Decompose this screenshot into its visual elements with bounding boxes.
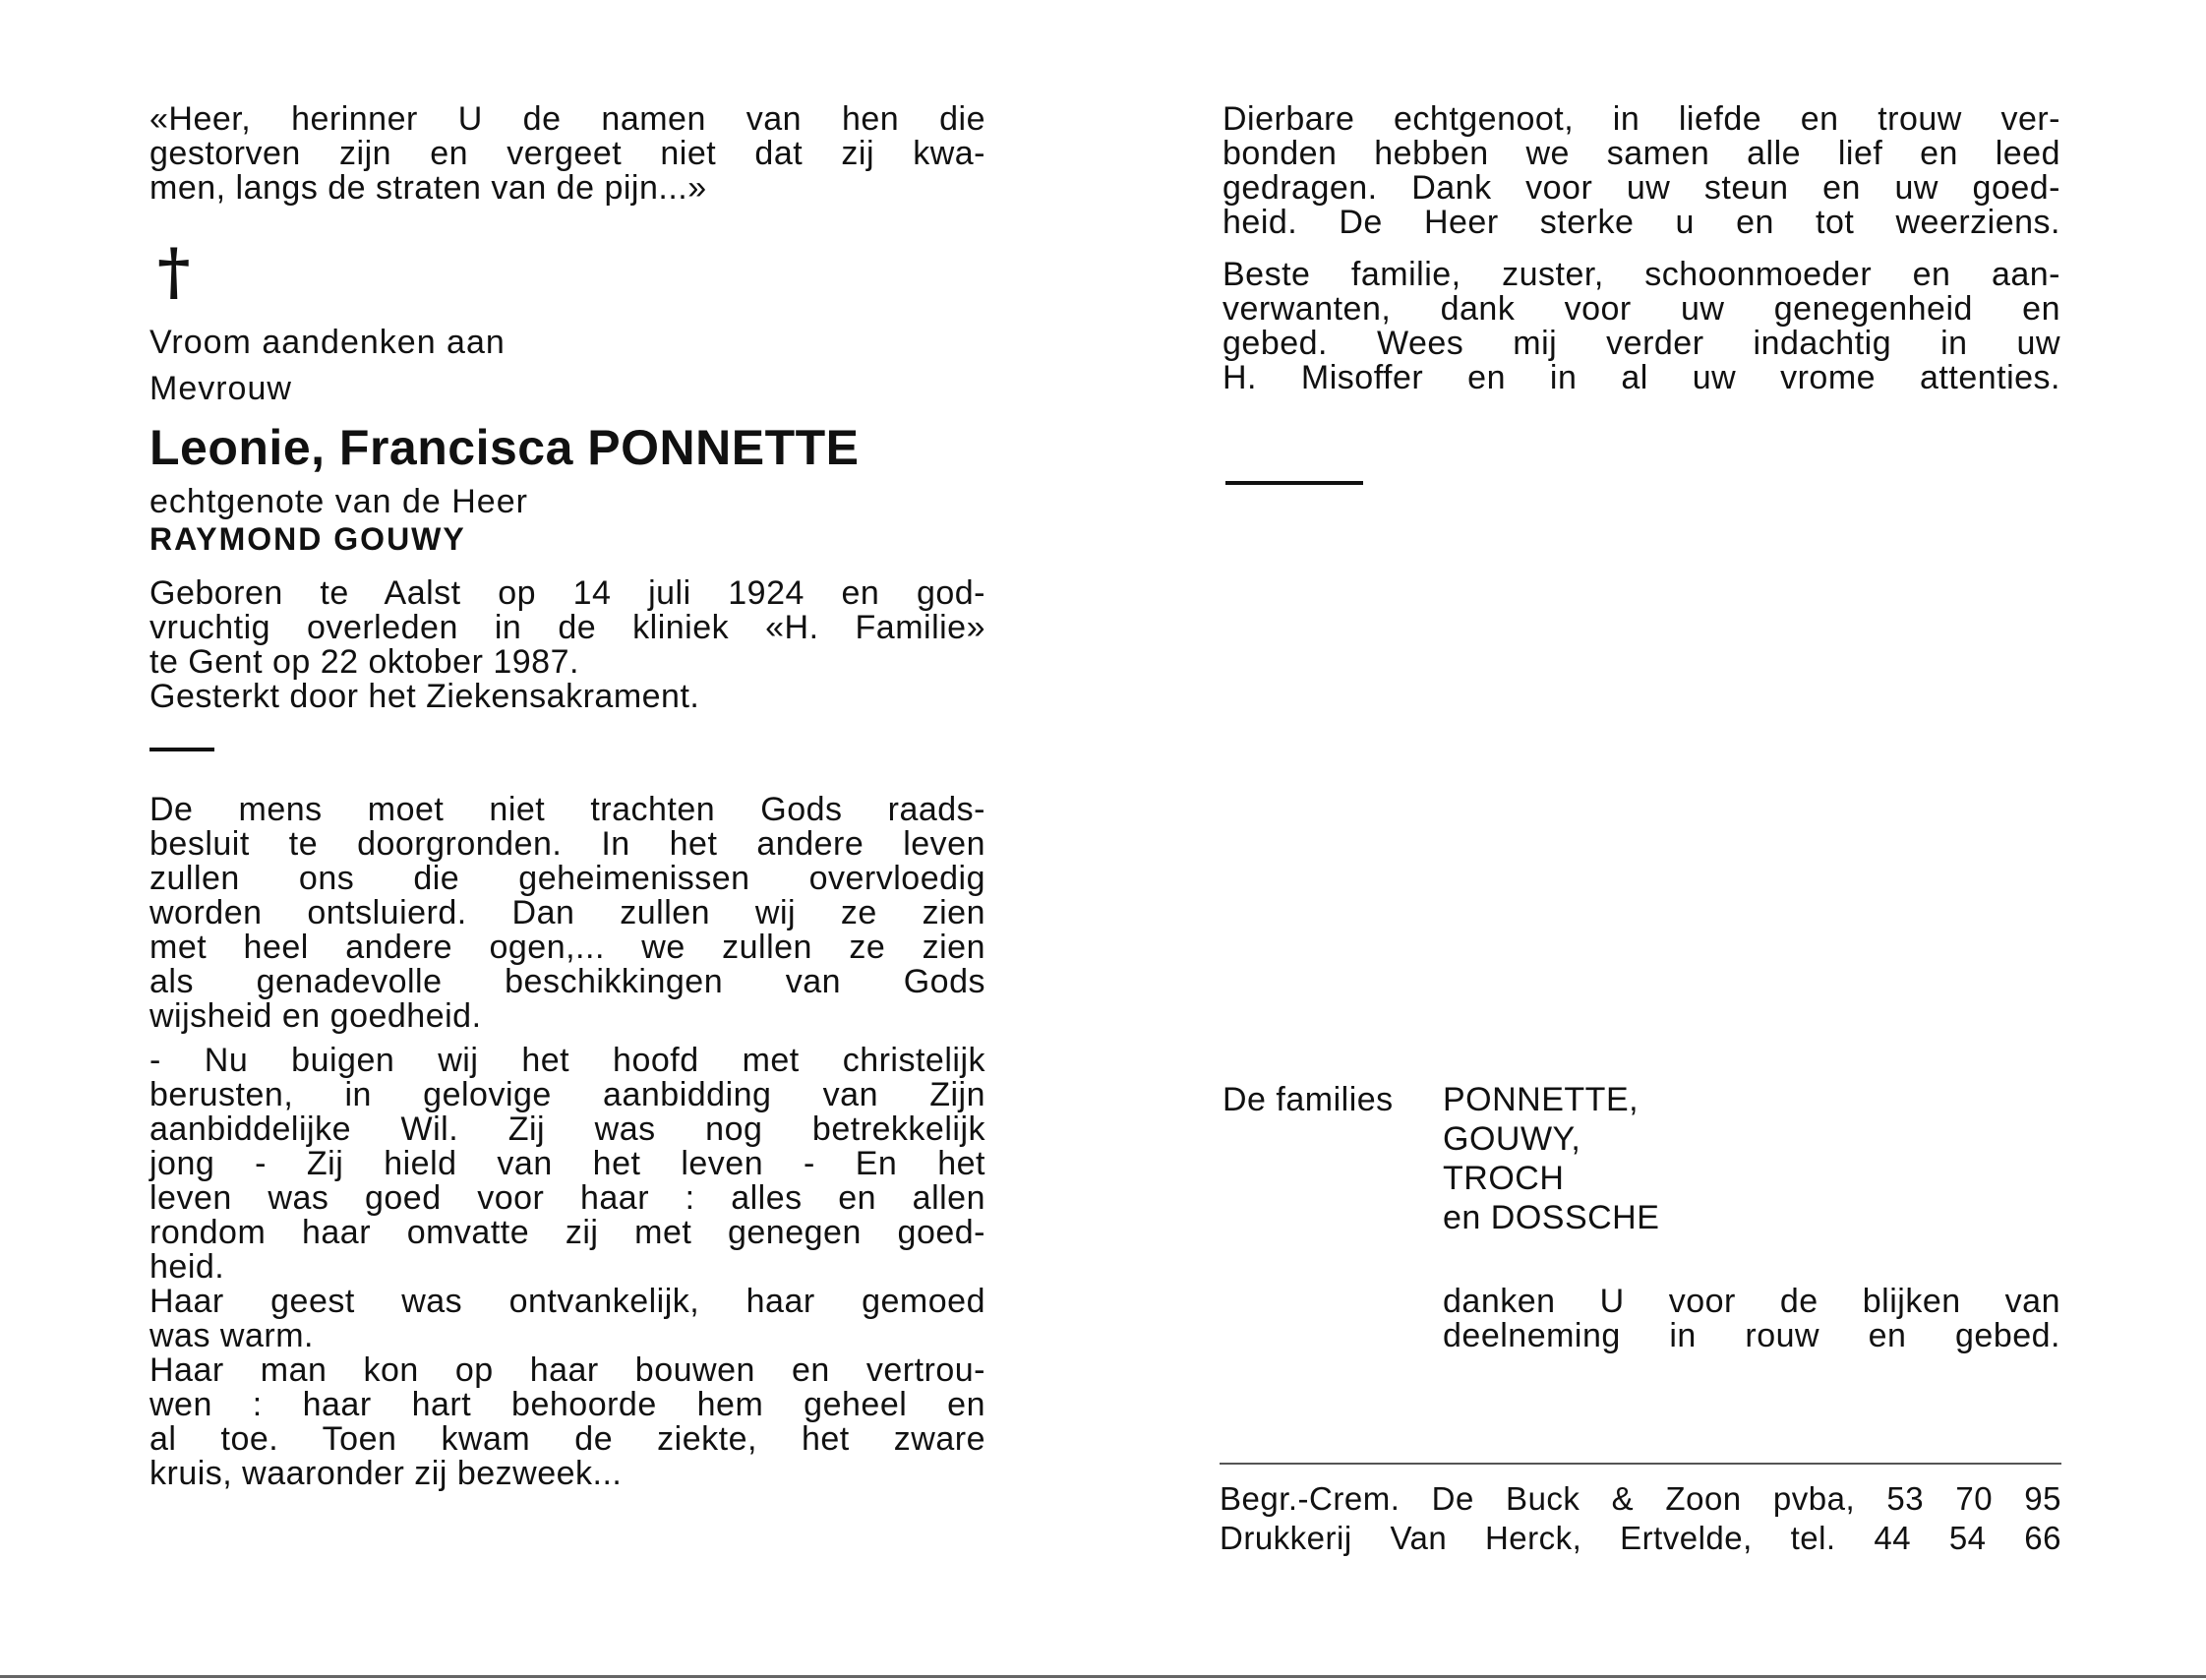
bottom-edge-line (0, 1675, 2206, 1678)
life-line: Gesterkt door het Ziekensakrament. (149, 678, 700, 715)
tribute-line: - Nu buigen wij het hoofd met christelijk (149, 1042, 985, 1079)
thanks-line: deelneming in rouw en gebed. (1443, 1317, 2060, 1354)
families-row (1222, 1198, 2060, 1237)
memorial-intro: Vroom aandenken aan (149, 324, 506, 361)
tribute-line: heid. (149, 1248, 225, 1286)
spouse-message-line: bonden hebben we samen alle lief en leed (1222, 135, 2060, 172)
tribute-line: jong - Zij hield van het leven - En het (149, 1145, 985, 1182)
tribute-line: berusten, in gelovige aanbidding van Zijn (149, 1076, 985, 1113)
spouse-message-line: gedragen. Dank voor uw steun en uw goed- (1222, 169, 2060, 207)
family-name: PONNETTE, (1443, 1081, 1640, 1118)
left-column (149, 102, 985, 1491)
family-message-line: verwanten, dank voor uw genegenheid en (1222, 290, 2060, 328)
thanks-line: danken U voor de blijken van (1443, 1283, 2060, 1320)
honorific: Mevrouw (149, 370, 292, 407)
tribute-line: was warm. (149, 1317, 314, 1354)
separator-rule (1225, 481, 1363, 485)
tribute-line: Haar geest was ontvankelijk, haar gemoed (149, 1283, 985, 1320)
families-label: De families (1222, 1081, 1394, 1118)
tribute-paragraph (149, 1044, 985, 1491)
printer-line: Begr.-Crem. De Buck & Zoon pvba, 53 70 95 (1220, 1480, 2061, 1517)
spouse-intro: echtgenote van de Heer (149, 483, 528, 520)
tribute-line: rondom haar omvatte zij met genegen goed- (149, 1214, 985, 1251)
life-details (149, 576, 985, 714)
tribute-line: Haar man kon op haar bouwen en vertrou- (149, 1351, 985, 1389)
quote-line: men, langs de straten van de pijn...» (149, 169, 707, 207)
reflection-paragraph (149, 793, 985, 1034)
families-block (1222, 1080, 2060, 1237)
reflection-line: met heel andere ogen,... we zullen ze zien (149, 929, 985, 966)
printer-rule (1220, 1463, 2061, 1465)
thanks-message (1443, 1285, 2060, 1353)
family-name: TROCH (1443, 1160, 1565, 1197)
reflection-line: wijsheid en goedheid. (149, 997, 482, 1035)
separator-dash (149, 748, 214, 751)
reflection-line: De mens moet niet trachten Gods raads- (149, 791, 985, 828)
spouse-message-line: Dierbare echtgenoot, in liefde en trouw ver- (1222, 100, 2060, 138)
reflection-line: zullen ons die geheimenissen overvloedig (149, 860, 985, 897)
cross-icon: † (157, 235, 191, 309)
spouse-message-line: heid. De Heer sterke u en tot weerziens. (1222, 204, 2060, 241)
spouse-message (1222, 102, 2060, 240)
families-row (1222, 1159, 2060, 1198)
reflection-line: besluit te doorgronden. In het andere leven (149, 825, 985, 863)
tribute-line: al toe. Toen kwam de ziekte, het zware (149, 1420, 985, 1458)
families-row (1222, 1080, 2060, 1119)
family-message-line: Beste familie, zuster, schoonmoeder en aan- (1222, 256, 2060, 293)
family-message-line: gebed. Wees mij verder indachtig in uw (1222, 325, 2060, 362)
life-line: vruchtig overleden in de kliniek «H. Familie» (149, 609, 985, 646)
reflection-line: worden ontsluierd. Dan zullen wij ze zien (149, 894, 985, 931)
right-column (1222, 102, 2060, 395)
tribute-line: wen : haar hart behoorde hem geheel en (149, 1386, 985, 1423)
life-line: te Gent op 22 oktober 1987. (149, 643, 579, 681)
family-name: en DOSSCHE (1443, 1199, 1660, 1236)
printer-line: Drukkerij Van Herck, Ertvelde, tel. 44 54 66 (1220, 1520, 2061, 1556)
tribute-line: aanbiddelijke Wil. Zij was nog betrekkelijk (149, 1110, 985, 1148)
spouse-name: RAYMOND GOUWY (149, 521, 466, 557)
family-message-line: H. Misoffer en in al uw vrome attenties. (1222, 359, 2060, 396)
tribute-line: kruis, waaronder zij bezweek... (149, 1455, 623, 1492)
reflection-line: als genadevolle beschikkingen van Gods (149, 963, 985, 1000)
opening-quote (149, 102, 985, 206)
deceased-name: Leonie, Francisca PONNETTE (149, 420, 860, 475)
tribute-line: leven was goed voor haar : alles en allen (149, 1179, 985, 1217)
printer-credits (1220, 1479, 2061, 1558)
quote-line: gestorven zijn en vergeet niet dat zij kwa- (149, 135, 985, 172)
families-row (1222, 1119, 2060, 1159)
quote-line: «Heer, herinner U de namen van hen die (149, 100, 985, 138)
family-name: GOUWY, (1443, 1120, 1581, 1158)
life-line: Geboren te Aalst op 14 juli 1924 en god- (149, 574, 985, 612)
family-message (1222, 258, 2060, 395)
